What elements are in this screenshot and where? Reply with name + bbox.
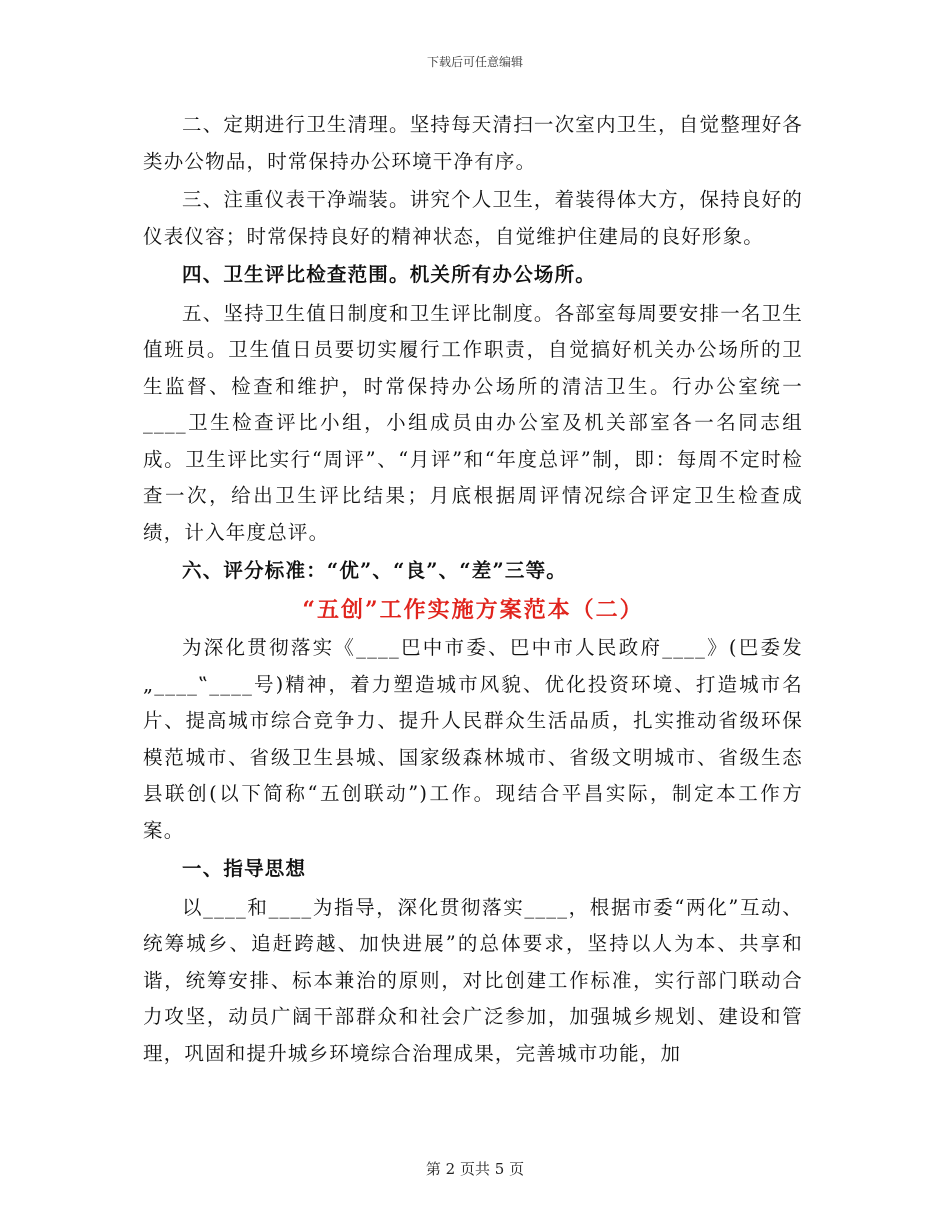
page-number: 第 2 页共 5 页 [425, 1160, 525, 1178]
document-body [143, 107, 803, 1072]
heading-guiding-thought: 一、指导思想 [182, 857, 307, 880]
guiding-thought-paragraph: 以____和____为指导，深化贯彻落实____，根据市委“两化”互动、统筹城乡、追赶跨越、加快进展”的总体要求，坚持以人为本、共享和谐，统筹安排、标本兼治的原则，对比创建工作标准，实行部门联动合力攻坚，动员广阔干部群众和社会广泛参加，加强城乡规划、建设和管理，巩固和提升城乡环境综合治理成果，完善城市功能，加 [143, 895, 803, 1065]
section-title: “五创”工作实施方案范本（二） [302, 596, 644, 623]
heading-item-4: 四、卫生评比检查范围。机关所有办公场所。 [182, 263, 597, 286]
paragraph-item-3: 三、注重仪表干净端装。讲究个人卫生，着装得体大方，保持良好的仪表仪容；时常保持良好的精神状态，自觉维护住建局的良好形象。 [143, 188, 804, 248]
intro-paragraph: 为深化贯彻落实《____巴中市委、巴中市人民政府____》(巴委发„____‟____号)精神，着力塑造城市风貌、优化投资环境、打造城市名片、提高城市综合竞争力、提升人民群众生活品质，扎实推动省级环保模范城市、省级卫生县城、国家级森林城市、省级文明城市、省级生态县联创(以下简称“五创联动”)工作。现结合平昌实际，制定本工作方案。 [143, 636, 803, 842]
paragraph-item-2: 二、定期进行卫生清理。坚持每天清扫一次室内卫生，自觉整理好各类办公物品，时常保持办公环境干净有序。 [143, 113, 804, 173]
heading-item-6: 六、评分标准：“优”、“良”、“差”三等。 [182, 559, 567, 582]
paragraph-item-5: 五、坚持卫生值日制度和卫生评比制度。各部室每周要安排一名卫生值班员。卫生值日员要切实履行工作职责，自觉搞好机关办公场所的卫生监督、检查和维护，时常保持办公场所的清洁卫生。行办公室统一____卫生检查评比小组，小组成员由办公室及机关部室各一名同志组成。卫生评比实行“周评”、“月评”和“年度总评”制，即：每周不定时检查一次，给出卫生评比结果；月底根据周评情况综合评定卫生检查成绩，计入年度总评。 [143, 301, 804, 544]
page-header: 下载后可任意编辑 [426, 55, 523, 69]
